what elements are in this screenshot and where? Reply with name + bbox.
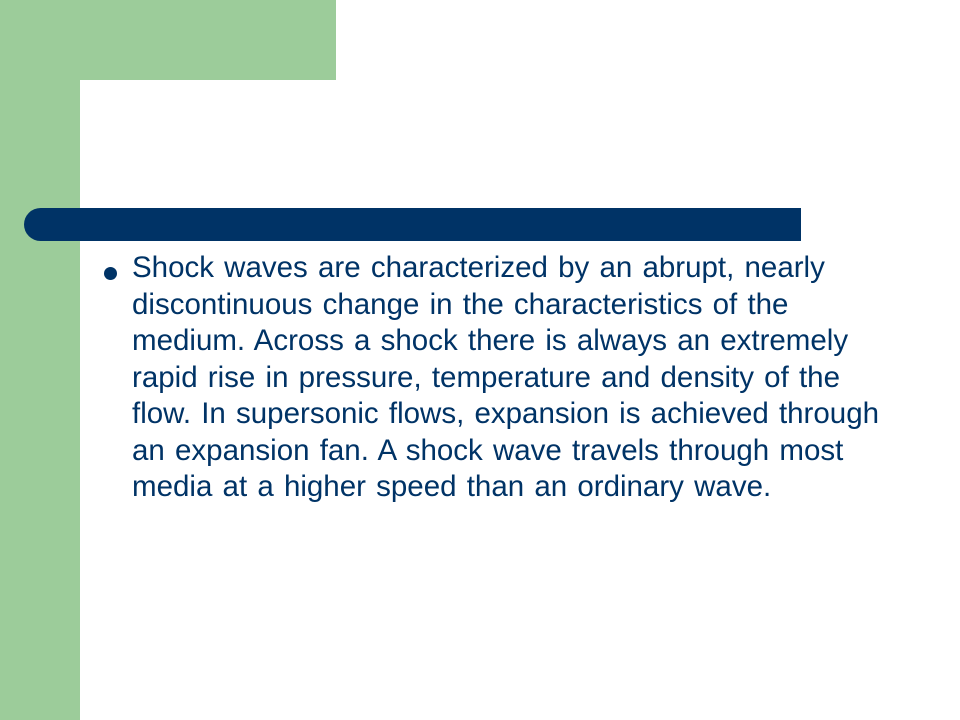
left-green-bar	[0, 0, 80, 720]
corner-curve	[80, 80, 140, 140]
bullet-text: Shock waves are characterized by an abrupt, nearly discontinuous change in the characteristics of the medium. Across a shock there is always an extremely rapid rise in pressure, temperature and density of the flow. In supersonic flows, expansion is achieved through an expansion fan. A shock wave travels through most media at a higher speed than an ordinary wave.	[132, 251, 880, 503]
top-green-block	[0, 0, 336, 80]
slide-content	[104, 250, 904, 506]
bullet-dot-icon	[104, 267, 117, 280]
bullet-item	[104, 250, 904, 506]
title-bar	[24, 208, 801, 241]
